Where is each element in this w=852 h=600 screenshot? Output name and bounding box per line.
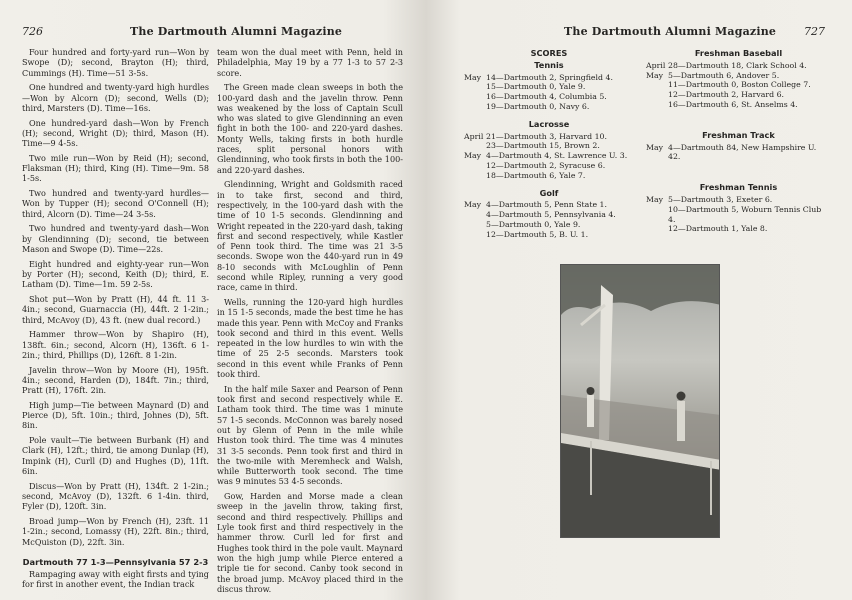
score-text: 4—Dartmouth 4, St. Lawrence U. 3. bbox=[486, 151, 628, 161]
score-text: 4—Dartmouth 5, Pennsylvania 4. bbox=[486, 210, 616, 220]
score-date: May bbox=[464, 151, 482, 161]
figure-right bbox=[677, 401, 685, 441]
score-row bbox=[464, 171, 634, 181]
result-paragraph: Pole vault—Tie between Burbank (H) and Clark (H), 12ft.; third, tie among Dunlap (H), Impink (H), Curll (D) and Hughes (D), 11ft. 6in. bbox=[22, 435, 209, 476]
article-paragraph: Rampaging away with eight firsts and tying for first in another event, the Indian track bbox=[22, 569, 209, 590]
article-paragraph: Gow, Harden and Morse made a clean sweep in the javelin throw, taking first, second and third respectively. Phillips and Lyle took first and third respectively in the hammer throw. Curll led for first and Hughes took third in the pole vault. Maynard won the high jump while Pierce entered a triple tie for second. Canby took second in the broad jump. McAvoy placed third in the discus throw. bbox=[217, 491, 403, 594]
score-date: April bbox=[464, 131, 484, 141]
score-date bbox=[464, 92, 486, 102]
score-text: 12—Dartmouth 5, B. U. 1. bbox=[486, 229, 589, 239]
freshman-tennis-title: Freshman Tennis bbox=[699, 182, 778, 193]
article-paragraph: team won the dual meet with Penn, held in Philadelphia, May 19 by a 77 1-3 to 57 2-3 score. bbox=[217, 47, 403, 78]
tree-foliage bbox=[561, 265, 720, 315]
score-date: May bbox=[646, 142, 664, 152]
score-date bbox=[646, 90, 668, 100]
figure-left-head bbox=[587, 387, 595, 395]
score-row bbox=[464, 92, 634, 102]
result-paragraph: Two hundred and twenty-yard dash—Won by Glendinning (D); second, tie between Mason and Swope (D). Time—22s. bbox=[22, 223, 209, 254]
result-paragraph: Two mile run—Won by Reid (H); second, Flaksman (H); third, King (H). Time—9m. 58 1-5s. bbox=[22, 152, 209, 184]
score-text: 4—Dartmouth 84, New Hampshire U. 42. bbox=[668, 142, 817, 162]
score-row bbox=[646, 100, 831, 110]
scores-title: SCORES bbox=[530, 48, 568, 58]
score-date bbox=[464, 210, 486, 220]
score-text: 15—Dartmouth 0, Yale 9. bbox=[486, 82, 586, 92]
figure-right-head bbox=[677, 392, 686, 401]
score-date: May bbox=[464, 72, 482, 82]
score-text: 11—Dartmouth 0, Boston College 7. bbox=[668, 80, 811, 90]
result-paragraph: One hundred-yard dash—Won by French (H); second, Wright (D); third, Mason (H). Time—9 4-5s. bbox=[22, 117, 209, 149]
score-date bbox=[464, 102, 486, 112]
score-row bbox=[646, 195, 831, 205]
score-date: May bbox=[646, 70, 664, 80]
result-paragraph: Eight hundred and eighty-year run—Won by Porter (H); second, Keith (D); third, E. Latham (D). Time—1m. 59 2-5s. bbox=[22, 258, 209, 290]
score-date bbox=[464, 82, 486, 92]
score-text: 12—Dartmouth 2, Syracuse 6. bbox=[486, 160, 606, 170]
freshman-baseball-title: Freshman Baseball bbox=[694, 48, 783, 58]
article-paragraph: The Green made clean sweeps in both the 100-yard dash and the javelin throw. Penn was weakened by the loss of Captain Scull who was slated to give Glendinning an even fight in both the 100- and 220-yard dashes. Monty Wells, taking firsts in both hurdle races, split personal honors with Glendinning, who took firsts in both the 100- and 220-yard dashes. bbox=[217, 82, 403, 175]
score-text: 16—Dartmouth 4, Columbia 5. bbox=[486, 92, 607, 102]
score-text: 18—Dartmouth 6, Yale 7. bbox=[486, 170, 586, 180]
photograph bbox=[560, 264, 720, 538]
score-row bbox=[646, 224, 831, 234]
score-date bbox=[464, 141, 486, 151]
result-paragraph: Broad jump—Won by French (H), 23ft. 11 1-2in.; second, Lomassy (H), 22ft. 8in.; third, McQuiston (D), 22ft. 3in. bbox=[22, 515, 209, 547]
scores-column-right bbox=[646, 49, 831, 234]
result-paragraph: Shot put—Won by Pratt (H), 44 ft. 11 3-4in.; second, Guarnaccia (H), 44ft. 2 1-2in.; third, McAvoy (D), 43 ft. (new dual record.) bbox=[22, 293, 209, 325]
score-row bbox=[464, 230, 634, 240]
article-paragraph: Wells, running the 120-yard high hurdles in 15 1-5 seconds, made the best time he has made this year. Penn with McCoy and Franks took second and third in this event. Wells repeated in the low hurdles to win with the time of 25 2-5 seconds. Marsters took second in this event while Franks of Penn took third. bbox=[217, 297, 403, 380]
lacrosse-title: Lacrosse bbox=[528, 118, 570, 129]
result-paragraph: High jump—Tie between Maynard (D) and Pierce (D), 5ft. 10in.; third, Johnes (D), 5ft. 8in. bbox=[22, 399, 209, 431]
score-row bbox=[464, 73, 634, 83]
score-date bbox=[464, 230, 486, 240]
score-row bbox=[464, 132, 634, 142]
page-number-right: 727 bbox=[804, 25, 825, 38]
score-row bbox=[464, 151, 634, 161]
score-row bbox=[464, 141, 634, 151]
score-text: 10—Dartmouth 5, Woburn Tennis Club 4. bbox=[668, 204, 822, 224]
score-row bbox=[646, 80, 831, 90]
score-row bbox=[646, 61, 831, 71]
score-date bbox=[646, 100, 668, 110]
score-text: 12—Dartmouth 1, Yale 8. bbox=[668, 224, 768, 234]
score-row bbox=[464, 161, 634, 171]
score-row bbox=[646, 143, 831, 163]
score-text: 23—Dartmouth 15, Brown 2. bbox=[486, 141, 600, 151]
score-row bbox=[464, 82, 634, 92]
score-row bbox=[464, 200, 634, 210]
score-text: 14—Dartmouth 2, Springfield 4. bbox=[486, 72, 613, 82]
figure-left bbox=[587, 395, 594, 427]
score-date bbox=[646, 205, 668, 225]
score-date bbox=[646, 224, 668, 234]
score-text: 5—Dartmouth 6, Andover 5. bbox=[668, 70, 780, 80]
score-row bbox=[464, 102, 634, 112]
score-date: April bbox=[646, 60, 666, 70]
result-paragraph: Hammer throw—Won by Shapiro (H), 138ft. 6in.; second, Alcorn (H), 136ft. 6 1-2in.; third, Phillips (D), 126ft. 8 1-2in. bbox=[22, 329, 209, 360]
score-date bbox=[464, 220, 486, 230]
score-row bbox=[646, 71, 831, 81]
score-row bbox=[646, 90, 831, 100]
running-header-right: The Dartmouth Alumni Magazine bbox=[564, 25, 777, 38]
score-text: 4—Dartmouth 5, Penn State 1. bbox=[486, 200, 607, 210]
score-text: 5—Dartmouth 3, Exeter 6. bbox=[668, 194, 773, 204]
photograph-scene bbox=[561, 265, 720, 538]
result-paragraph: Javelin throw—Won by Moore (H), 195ft. 4in.; second, Harden (D), 184ft. 7in.; third, Pratt (H), 176ft. 2in. bbox=[22, 364, 209, 396]
article-paragraph: Glendinning, Wright and Goldsmith raced in to take first, second and third, respectively, in the 100-yard dash with the time of 10 1-5 seconds. Glendinning and Wright repeated in the 220-yard dash, taking first and second respectively, while Kastler of Penn took third. The time was 21 3-5 seconds. Swope won the 440-yard run in 49 8-10 seconds with McLoughlin of Penn second while Ripley, running a very good race, came in third. bbox=[217, 179, 403, 293]
running-header-left: The Dartmouth Alumni Magazine bbox=[130, 25, 343, 38]
score-text: 5—Dartmouth 0, Yale 9. bbox=[486, 219, 581, 229]
result-paragraph: Discus—Won by Pratt (H), 134ft. 2 1-2in.; second, McAvoy (D), 132ft. 6 1-4in. third, Fyler (D), 120ft. 3in. bbox=[22, 480, 209, 512]
score-date bbox=[464, 161, 486, 171]
score-date bbox=[646, 80, 668, 90]
page-number-left: 726 bbox=[22, 25, 43, 38]
score-row bbox=[464, 220, 634, 230]
score-text: 19—Dartmouth 0, Navy 6. bbox=[486, 101, 590, 111]
golf-title: Golf bbox=[539, 187, 559, 198]
scores-column-left bbox=[464, 49, 634, 240]
freshman-track-title: Freshman Track bbox=[702, 129, 775, 140]
tennis-title: Tennis bbox=[534, 59, 564, 70]
score-date: May bbox=[646, 194, 664, 204]
result-paragraph: Four hundred and forty-yard run—Won by Swope (D); second, Brayton (H); third, Cummings (H). Time—51 3-5s. bbox=[22, 47, 209, 78]
score-text: 28—Dartmouth 18, Clark School 4. bbox=[668, 60, 807, 70]
score-date: May bbox=[464, 200, 482, 210]
result-paragraph: One hundred and twenty-yard high hurdles—Won by Alcorn (D); second, Wells (D); third, Marsters (D). Time—16s. bbox=[22, 82, 209, 113]
score-text: 16—Dartmouth 6, St. Anselms 4. bbox=[668, 99, 798, 109]
score-text: 12—Dartmouth 2, Harvard 6. bbox=[668, 90, 785, 100]
section-heading: Dartmouth 77 1-3—Pennsylvania 57 2-3 bbox=[22, 556, 209, 567]
score-date bbox=[464, 171, 486, 181]
result-paragraph: Two hundred and twenty-yard hurdles—Won by Tupper (H); second O'Connell (H); third, Alcorn (D). Time—24 3-5s. bbox=[22, 188, 209, 219]
left-column-1 bbox=[22, 47, 209, 594]
left-column-2 bbox=[217, 47, 403, 598]
article-paragraph: In the half mile Saxer and Pearson of Penn took first and second respectively while E. Latham took third. The time was 1 minute 57 1-5 seconds. McConnon was barely nosed out by Glenn of Penn in the mile while Huston took third. The time was 4 minutes 31 3-5 seconds. Penn took first and third in the two-mile with Meremheck and Walsh, while Butterworth took second. The time was 9 minutes 53 4-5 seconds. bbox=[217, 383, 403, 487]
score-row bbox=[464, 210, 634, 220]
score-row bbox=[646, 205, 831, 225]
score-text: 21—Dartmouth 3, Harvard 10. bbox=[486, 131, 607, 141]
